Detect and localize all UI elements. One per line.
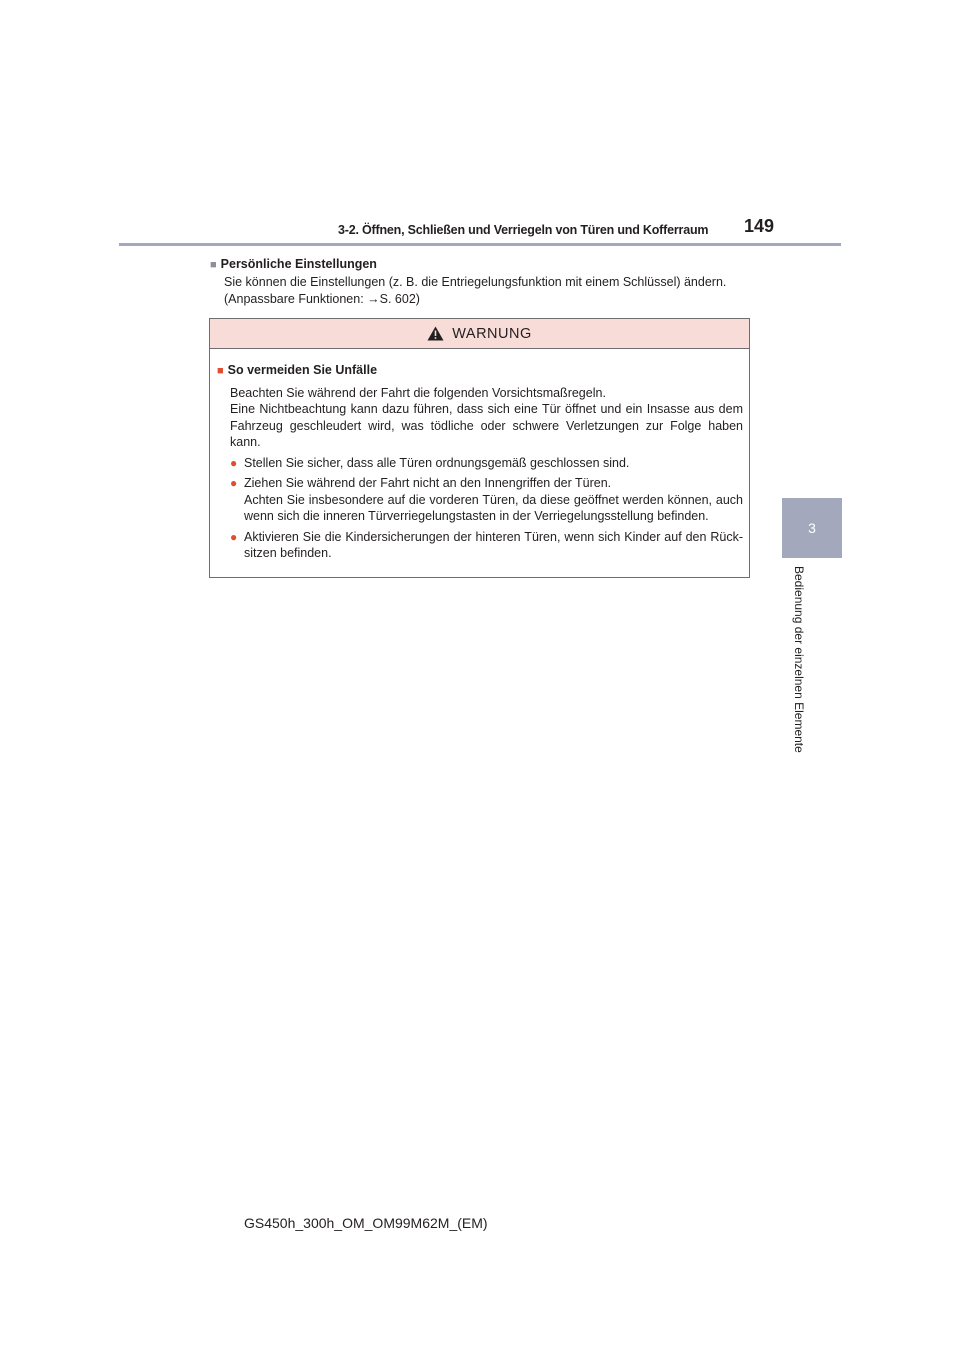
- bullet-line: wenn sich die inneren Türverriegelungstasten in der Verriegelungsstellung befinden.: [244, 509, 709, 523]
- warning-heading-text: So vermeiden Sie Unfälle: [227, 363, 378, 377]
- warning-heading: [217, 362, 743, 380]
- bullet-dot-icon: ●: [230, 529, 238, 544]
- bullet-dot-icon: ●: [230, 476, 238, 490]
- intro-section: [210, 256, 770, 308]
- intro-line: Sie können die Einstellungen (z. B. die Entriegelungsfunktion mit einem Schlüssel) ändern.: [224, 275, 727, 289]
- chapter-label: Bedienung der einzelnen Elemente: [792, 566, 806, 753]
- text-line: Eine Nichtbeachtung kann dazu führen, dass sich eine Tür öffnet und ein Insasse aus dem: [230, 402, 743, 416]
- text-line: kann.: [230, 435, 261, 449]
- text-line: Fahrzeug geschleudert wird, was tödliche oder schwere Verletzungen zur Folge haben: [230, 418, 743, 433]
- intro-heading-text: Persönliche Einstellungen: [220, 257, 377, 271]
- square-bullet-icon: ■: [217, 365, 224, 377]
- warning-triangle-icon: [427, 326, 444, 341]
- bullet-item: [217, 529, 743, 562]
- header-divider: [119, 243, 841, 246]
- text-line: Beachten Sie während der Fahrt die folgenden Vorsichtsmaßregeln.: [230, 385, 606, 400]
- intro-heading: [210, 256, 770, 274]
- bullet-line: Stellen Sie sicher, dass alle Türen ordnungsgemäß geschlossen sind.: [244, 455, 630, 470]
- warning-header: [210, 319, 749, 349]
- bullet-item: [217, 475, 743, 525]
- warning-text: [217, 385, 743, 451]
- bullet-line: Aktivieren Sie die Kindersicherungen der hinteren Türen, wenn sich Kinder auf den Rück-: [244, 529, 743, 544]
- chapter-tab: [782, 498, 842, 558]
- page-number: 149: [744, 216, 775, 236]
- warning-title: WARNUNG: [452, 325, 532, 342]
- bullet-dot-icon: ●: [230, 455, 238, 470]
- bullet-line: Achten Sie insbesondere auf die vorderen Türen, da diese geöffnet werden können, auch: [244, 492, 743, 507]
- square-bullet-icon: ■: [210, 259, 217, 271]
- bullet-line: sitzen befinden.: [244, 546, 332, 560]
- section-title: 3-2. Öffnen, Schließen und Verriegeln von Türen und Kofferraum: [338, 223, 709, 237]
- chapter-number: 3: [808, 520, 816, 536]
- bullet-line: Ziehen Sie während der Fahrt nicht an den Innengriffen der Türen.: [244, 476, 612, 490]
- intro-line: (Anpassbare Funktionen: →S. 602): [224, 292, 420, 306]
- bullet-item: [217, 455, 743, 472]
- warning-body: [210, 349, 749, 562]
- warning-box: [209, 318, 750, 578]
- footer-model-code: GS450h_300h_OM_OM99M62M_(EM): [244, 1215, 488, 1231]
